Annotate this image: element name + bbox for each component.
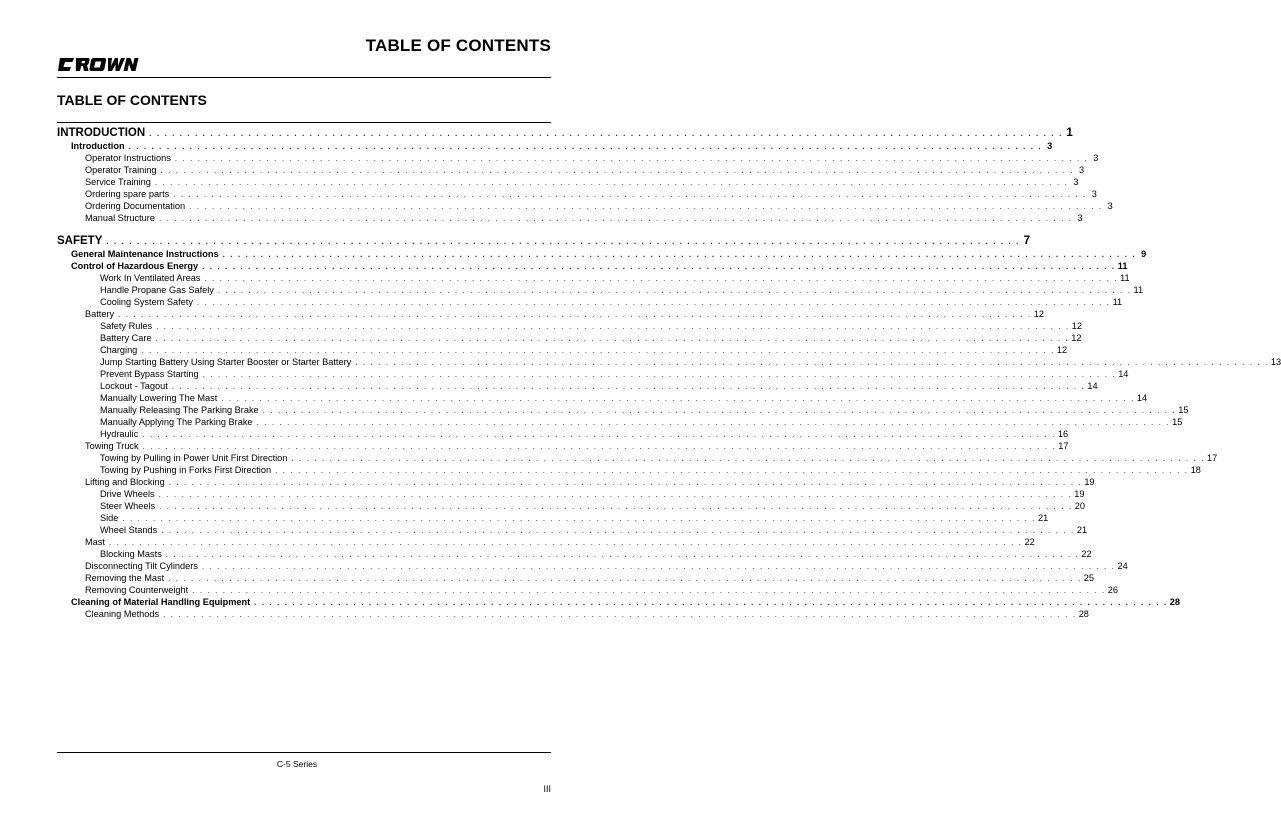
dot-leader: . . . . . . . . . . . . . . . . . . . . . . . . . . . . . . . . . . . . . . . . . . . . . . . . . . . . . . . . . . . . . . . . . . . . . . . . . . . . . . . . . . . . . . . . . . . . . . . . . . . . . . . . . . . . . . . . . . . . . . . . <box>192 586 1106 595</box>
toc-entry-title: Charging <box>100 345 138 355</box>
dot-leader: . . . . . . . . . . . . . . . . . . . . . . . . . . . . . . . . . . . . . . . . . . . . . . . . . . . . . . . . . . . . . . . . . . . . . . . . . . . . . . . . . . . . . . . . . . . . . . . . . . . . . . . . . . . . . . . . . . . . . . . . <box>159 502 1073 511</box>
dot-leader: . . . . . . . . . . . . . . . . . . . . . . . . . . . . . . . . . . . . . . . . . . . . . . . . . . . . . . . . . . . . . . . . . . . . . . . . . . . . . . . . . . . . . . . . . . . . . . . . . . . . . . . . . . . . . . . . . . . . . . . . <box>155 334 1070 343</box>
dot-leader: . . . . . . . . . . . . . . . . . . . . . . . . . . . . . . . . . . . . . . . . . . . . . . . . . . . . . . . . . . . . . . . . . . . . . . . . . . . . . . . . . . . . . . . . . . . . . . . . . . . . . . . . . . . . . . . . . . . . . . . . <box>108 538 1023 547</box>
toc-entry-title: Manually Lowering The Mast <box>100 393 218 403</box>
dot-leader: . . . . . . . . . . . . . . . . . . . . . . . . . . . . . . . . . . . . . . . . . . . . . . . . . . . . . . . . . . . . . . . . . . . . . . . . . . . . . . . . . . . . . . . . . . . . . . . . . . . . . . . . . . . . . . . . . . . . . . . . <box>204 274 1119 283</box>
toc-entry[interactable] <box>57 596 1181 608</box>
toc-entry-page: 7 <box>1023 235 1030 247</box>
toc-entry-title: Blocking Masts <box>100 549 162 559</box>
toc-entry-page: 12 <box>1071 333 1082 343</box>
toc-entry-title: Removing the Mast <box>85 573 165 583</box>
dot-leader: . . . . . . . . . . . . . . . . . . . . . . . . . . . . . . . . . . . . . . . . . . . . . . . . . . . . . . . . . . . . . . . . . . . . . . . . . . . . . . . . . . . . . . . . . . . . . . . . . . . . . . . . . . . . . . . . . . . . . . . . <box>118 310 1032 319</box>
toc-entry-title: Lockout - Tagout <box>100 381 168 391</box>
toc-entry[interactable] <box>57 234 1030 248</box>
footer-series: C-5 Series <box>276 759 318 769</box>
toc-entry-page: 19 <box>1084 477 1095 487</box>
toc-entry-title: Work In Ventilated Areas <box>100 273 201 283</box>
toc-entry[interactable] <box>57 308 1044 320</box>
toc-entry[interactable] <box>57 536 1035 548</box>
toc-entry-title: Battery Care <box>100 333 152 343</box>
toc-entry[interactable] <box>57 440 1069 452</box>
toc-entry[interactable] <box>57 428 1069 440</box>
toc-entry-title: Introduction <box>71 141 125 151</box>
toc-entry-title: Prevent Bypass Starting <box>100 369 199 379</box>
toc-entry-title: Cooling System Safety <box>100 297 193 307</box>
dot-leader: . . . . . . . . . . . . . . . . . . . . . . . . . . . . . . . . . . . . . . . . . . . . . . . . . . . . . . . . . . . . . . . . . . . . . . . . . . . . . . . . . . . . . . . . . . . . . . . . . . . . . . . . . . . . . . . . . . . . . . . . <box>275 466 1189 475</box>
toc-entry[interactable] <box>57 404 1189 416</box>
dot-leader: . . . . . . . . . . . . . . . . . . . . . . . . . . . . . . . . . . . . . . . . . . . . . . . . . . . . . . . . . . . . . . . . . . . . . . . . . . . . . . . . . . . . . . . . . . . . . . . . . . . . . . . . . . . . . . . . . . . . . . . . <box>355 358 1269 367</box>
toc-entry-page: 14 <box>1136 393 1148 403</box>
toc-entry[interactable] <box>57 464 1201 476</box>
toc-entry-title: Towing by Pulling in Power Unit First Direction <box>100 453 288 463</box>
toc-entry[interactable] <box>57 488 1085 500</box>
dot-leader: . . . . . . . . . . . . . . . . . . . . . . . . . . . . . . . . . . . . . . . . . . . . . . . . . . . . . . . . . . . . . . . . . . . . . . . . . . . . . . . . . . . . . . . . . . . . . . . . . . . . . . . . . . . . . . . . . . . . . . . . <box>221 394 1135 403</box>
toc-entry[interactable] <box>57 188 1097 200</box>
toc-entry-page: 15 <box>1172 417 1183 427</box>
toc-entry-title: General Maintenance Instructions <box>71 249 219 259</box>
toc-entry[interactable] <box>57 296 1123 308</box>
toc-entry-title: Operator Training <box>85 165 157 175</box>
dot-leader: . . . . . . . . . . . . . . . . . . . . . . . . . . . . . . . . . . . . . . . . . . . . . . . . . . . . . . . . . . . . . . . . . . . . . . . . . . . . . . . . . . . . . . . . . . . . . . . . . . . . . . . . . . . . . . . . . . . . . . . . <box>174 154 1089 163</box>
dot-leader: . . . . . . . . . . . . . . . . . . . . . . . . . . . . . . . . . . . . . . . . . . . . . . . . . . . . . . . . . . . . . . . . . . . . . . . . . . . . . . . . . . . . . . . . . . . . . . . . . . . . . . . . . . . . . . . . . . . . . . . . <box>217 286 1132 295</box>
toc-entry-page: 1 <box>1066 127 1073 139</box>
toc-entry-page: 22 <box>1024 537 1035 547</box>
header-rule <box>57 77 551 78</box>
dot-leader: . . . . . . . . . . . . . . . . . . . . . . . . . . . . . . . . . . . . . . . . . . . . . . . . . . . . . . . . . . . . . . . . . . . . . . . . . . . . . . . . . . . . . . . . . . . . . . . . . . . . . . . . . . . . . . . . . . . . . . . . <box>161 526 1075 535</box>
dot-leader: . . . . . . . . . . . . . . . . . . . . . . . . . . . . . . . . . . . . . . . . . . . . . . . . . . . . . . . . . . . . . . . . . . . . . . . . . . . . . . . . . . . . . . . . . . . . . . . . . . . . . . . . . . . . . . . . . . . . . . . . <box>256 418 1171 427</box>
toc-entry-page: 3 <box>1093 153 1099 163</box>
toc-entry[interactable] <box>57 200 1113 212</box>
toc-entry-page: 3 <box>1047 141 1053 151</box>
toc-entry-page: 20 <box>1074 501 1086 511</box>
toc-entry-page: 9 <box>1141 249 1147 259</box>
dot-leader: . . . . . . . . . . . . . . . . . . . . . . . . . . . . . . . . . . . . . . . . . . . . . . . . . . . . . . . . . . . . . . . . . . . . . . . . . . . . . . . . . . . . . . . . . . . . . . . . . . . . . . . . . . . . . . . . . . . . . . . . <box>156 322 1070 331</box>
dot-leader: . . . . . . . . . . . . . . . . . . . . . . . . . . . . . . . . . . . . . . . . . . . . . . . . . . . . . . . . . . . . . . . . . . . . . . . . . . . . . . . . . . . . . . . . . . . . . . . . . . . . . . . . . . . . . . . . . . . . . . . . <box>122 514 1037 523</box>
header-title: TABLE OF CONTENTS <box>365 36 551 55</box>
dot-leader: . . . . . . . . . . . . . . . . . . . . . . . . . . . . . . . . . . . . . . . . . . . . . . . . . . . . . . . . . . . . . . . . . . . . . . . . . . . . . . . . . . . . . . . . . . . . . . . . . . . . . . . . . . . . . . . . . . . . . . . . <box>158 214 1073 223</box>
toc-entry-page: 19 <box>1074 489 1085 499</box>
toc-entry-title: Manually Applying The Parking Brake <box>100 417 253 427</box>
toc-entry-title: INTRODUCTION <box>57 127 146 139</box>
toc-entry-page: 3 <box>1079 165 1085 175</box>
toc-entry-title: Handle Propane Gas Safely <box>100 285 214 295</box>
toc-entry[interactable] <box>57 392 1148 404</box>
toc-entry-title: Wheel Stands <box>100 525 158 535</box>
toc-entry-page: 24 <box>1117 561 1128 571</box>
toc-entry-page: 25 <box>1083 573 1095 583</box>
toc-entry[interactable] <box>57 126 1073 140</box>
dot-leader: . . . . . . . . . . . . . . . . . . . . . . . . . . . . . . . . . . . . . . . . . . . . . . . . . . . . . . . . . . . . . . . . . . . . . . . . . . . . . . . . . . . . . . . . . . . . . . . . . . . . . . . . . . . . . . . . . . . . . . . . <box>202 262 1116 271</box>
toc-entry-page: 28 <box>1169 597 1181 607</box>
toc-entry-page: 3 <box>1107 201 1113 211</box>
dot-leader: . . . . . . . . . . . . . . . . . . . . . . . . . . . . . . . . . . . . . . . . . . . . . . . . . . . . . . . . . . . . . . . . . . . . . . . . . . . . . . . . . . . . . . . . . . . . . . . . . . . . . . . . . . . . . . . . . . . . . . . . <box>291 454 1206 463</box>
dot-leader: . . . . . . . . . . . . . . . . . . . . . . . . . . . . . . . . . . . . . . . . . . . . . . . . . . . . . . . . . . . . . . . . . . . . . . . . . . . . . . . . . . . . . . . . . . . . . . . . . . . . . . . . . . . . . . . . . . . . . . . . <box>189 202 1103 211</box>
toc-list <box>57 125 1281 620</box>
dot-leader: . . . . . . . . . . . . . . . . . . . . . . . . . . . . . . . . . . . . . . . . . . . . . . . . . . . . . . . . . . . . . . . . . . . . . . . . . . . . . . . . . . . . . . . . . . . . . . . . . . . . . . . . . . . . . . . . . . . . . . . . <box>142 430 1056 439</box>
toc-entry-page: 11 <box>1117 261 1128 271</box>
toc-entry-page: 21 <box>1076 525 1088 535</box>
toc-entry[interactable] <box>57 272 1130 284</box>
toc-entry-page: 3 <box>1073 177 1079 187</box>
toc-entry-page: 11 <box>1120 273 1130 283</box>
page-number: III <box>543 784 551 794</box>
toc-entry[interactable] <box>57 560 1128 572</box>
toc-entry-title: SAFETY <box>57 235 103 247</box>
toc-entry[interactable] <box>57 284 1144 296</box>
dot-leader: . . . . . . . . . . . . . . . . . . . . . . . . . . . . . . . . . . . . . . . . . . . . . . . . . . . . . . . . . . . . . . . . . . . . . . . . . . . . . . . . . . . . . . . . . . . . . . . . . . . . . . . . . . . . . . . . . . . . . . . . <box>154 178 1069 187</box>
dot-leader: . . . . . . . . . . . . . . . . . . . . . . . . . . . . . . . . . . . . . . . . . . . . . . . . . . . . . . . . . . . . . . . . . . . . . . . . . . . . . . . . . . . . . . . . . . . . . . . . . . . . . . . . . . . . . . . . . . . . . . . . <box>254 598 1168 607</box>
toc-entry[interactable] <box>57 380 1098 392</box>
toc-entry-page: 11 <box>1133 285 1144 295</box>
dot-leader: . . . . . . . . . . . . . . . . . . . . . . . . . . . . . . . . . . . . . . . . . . . . . . . . . . . . . . . . . . . . . . . . . . . . . . . . . . . . . . . . . . . . . . . . . . . . . . . . . . . . . . . . . . . . . . . . . . . . . . . . <box>196 298 1111 307</box>
page-title: TABLE OF CONTENTS <box>57 92 207 108</box>
toc-entry-title: Cleaning Methods <box>85 609 160 619</box>
toc-entry-title: Battery <box>85 309 115 319</box>
toc-entry[interactable] <box>57 212 1083 224</box>
toc-entry[interactable] <box>57 356 1281 368</box>
toc-entry-title: Safety Rules <box>100 321 153 331</box>
toc-entry-page: 13 <box>1270 357 1281 367</box>
toc-entry-page: 14 <box>1087 381 1098 391</box>
toc-entry[interactable] <box>57 260 1128 272</box>
toc-entry-page: 26 <box>1107 585 1119 595</box>
dot-leader: . . . . . . . . . . . . . . . . . . . . . . . . . . . . . . . . . . . . . . . . . . . . . . . . . . . . . . . . . . . . . . . . . . . . . . . . . . . . . . . . . . . . . . . . . . . . . . . . . . . . . . . . . . . . . . . . . . . . . . . . <box>173 190 1087 199</box>
toc-entry-page: 12 <box>1033 309 1044 319</box>
dot-leader: . . . . . . . . . . . . . . . . . . . . . . . . . . . . . . . . . . . . . . . . . . . . . . . . . . . . . . . . . . . . . . . . . . . . . . . . . . . . . . . . . . . . . . . . . . . . . . . . . . . . . . . . . . . . . . . . . . . . . . . . <box>201 562 1116 571</box>
toc-entry-page: 3 <box>1091 189 1097 199</box>
toc-entry-title: Cleaning of Material Handling Equipment <box>71 597 251 607</box>
dot-leader: . . . . . . . . . . . . . . . . . . . . . . . . . . . . . . . . . . . . . . . . . . . . . . . . . . . . . . . . . . . . . . . . . . . . . . . . . . . . . . . . . . . . . . . . . . . . . . . . . . . . . . . . . . . . . . . . . . . . . . . . <box>158 490 1073 499</box>
toc-entry-page: 17 <box>1058 441 1069 451</box>
toc-entry-title: Hydraulic <box>100 429 139 439</box>
toc-entry[interactable] <box>57 248 1147 260</box>
toc-entry[interactable] <box>57 164 1085 176</box>
toc-entry[interactable] <box>57 140 1053 152</box>
toc-entry[interactable] <box>57 524 1088 536</box>
toc-entry[interactable] <box>57 512 1049 524</box>
toc-entry-page: 11 <box>1112 297 1123 307</box>
toc-entry-title: Towing Truck <box>85 441 139 451</box>
dot-leader: . . . . . . . . . . . . . . . . . . . . . . . . . . . . . . . . . . . . . . . . . . . . . . . . . . . . . . . . . . . . . . . . . . . . . . . . . . . . . . . . . . . . . . . . . . . . . . . . . . . . . . . . . . . . . . . . . . . . . . . . <box>163 610 1077 619</box>
dot-leader: . . . . . . . . . . . . . . . . . . . . . . . . . . . . . . . . . . . . . . . . . . . . . . . . . . . . . . . . . . . . . . . . . . . . . . . . . . . . . . . . . . . . . . . . . . . . . . . . . . . . . . . . . . . . . . . . . . . . . . . . <box>106 237 1020 246</box>
toc-entry-title: Side <box>100 513 119 523</box>
toc-entry-page: 12 <box>1071 321 1082 331</box>
toc-entry-title: Jump Starting Battery Using Starter Booster or Starter Battery <box>100 357 352 367</box>
toc-entry-title: Control of Hazardous Energy <box>71 261 199 271</box>
toc-entry-page: 12 <box>1056 345 1068 355</box>
toc-entry-page: 3 <box>1077 213 1083 223</box>
toc-entry-page: 17 <box>1207 453 1218 463</box>
toc-entry[interactable] <box>57 416 1183 428</box>
toc-entry[interactable] <box>57 332 1082 344</box>
toc-entry-page: 21 <box>1038 513 1049 523</box>
dot-leader: . . . . . . . . . . . . . . . . . . . . . . . . . . . . . . . . . . . . . . . . . . . . . . . . . . . . . . . . . . . . . . . . . . . . . . . . . . . . . . . . . . . . . . . . . . . . . . . . . . . . . . . . . . . . . . . . . . . . . . . . <box>141 346 1055 355</box>
toc-entry-page: 16 <box>1057 429 1069 439</box>
toc-entry-title: Ordering spare parts <box>85 189 170 199</box>
toc-entry[interactable] <box>57 608 1089 620</box>
toc-entry-title: Operator Instructions <box>85 153 171 163</box>
dot-leader: . . . . . . . . . . . . . . . . . . . . . . . . . . . . . . . . . . . . . . . . . . . . . . . . . . . . . . . . . . . . . . . . . . . . . . . . . . . . . . . . . . . . . . . . . . . . . . . . . . . . . . . . . . . . . . . . . . . . . . . . <box>128 142 1043 151</box>
crown-logo <box>57 54 139 74</box>
toc-entry[interactable] <box>57 452 1218 464</box>
toc-entry-title: Lifting and Blocking <box>85 477 165 487</box>
dot-leader: . . . . . . . . . . . . . . . . . . . . . . . . . . . . . . . . . . . . . . . . . . . . . . . . . . . . . . . . . . . . . . . . . . . . . . . . . . . . . . . . . . . . . . . . . . . . . . . . . . . . . . . . . . . . . . . . . . . . . . . . <box>160 166 1075 175</box>
toc-entry[interactable] <box>57 500 1086 512</box>
dot-leader: . . . . . . . . . . . . . . . . . . . . . . . . . . . . . . . . . . . . . . . . . . . . . . . . . . . . . . . . . . . . . . . . . . . . . . . . . . . . . . . . . . . . . . . . . . . . . . . . . . . . . . . . . . . . . . . . . . . . . . . . <box>171 382 1086 391</box>
dot-leader: . . . . . . . . . . . . . . . . . . . . . . . . . . . . . . . . . . . . . . . . . . . . . . . . . . . . . . . . . . . . . . . . . . . . . . . . . . . . . . . . . . . . . . . . . . . . . . . . . . . . . . . . . . . . . . . . . . . . . . . . <box>165 550 1080 559</box>
toc-entry[interactable] <box>57 320 1082 332</box>
toc-entry[interactable] <box>57 152 1099 164</box>
toc-entry-page: 15 <box>1178 405 1189 415</box>
dot-leader: . . . . . . . . . . . . . . . . . . . . . . . . . . . . . . . . . . . . . . . . . . . . . . . . . . . . . . . . . . . . . . . . . . . . . . . . . . . . . . . . . . . . . . . . . . . . . . . . . . . . . . . . . . . . . . . . . . . . . . . . <box>168 478 1083 487</box>
toc-entry-title: Disconnecting Tilt Cylinders <box>85 561 198 571</box>
toc-entry-page: 14 <box>1118 369 1129 379</box>
toc-entry[interactable] <box>57 368 1129 380</box>
toc-entry-page: 22 <box>1081 549 1092 559</box>
toc-entry-page: 28 <box>1078 609 1089 619</box>
toc-entry-title: Manual Structure <box>85 213 155 223</box>
toc-entry-title: Drive Wheels <box>100 489 155 499</box>
toc-entry-title: Steer Wheels <box>100 501 156 511</box>
toc-entry[interactable] <box>57 476 1095 488</box>
dot-leader: . . . . . . . . . . . . . . . . . . . . . . . . . . . . . . . . . . . . . . . . . . . . . . . . . . . . . . . . . . . . . . . . . . . . . . . . . . . . . . . . . . . . . . . . . . . . . . . . . . . . . . . . . . . . . . . . . . . . . . . . <box>142 442 1057 451</box>
toc-entry[interactable] <box>57 548 1092 560</box>
toc-entry-title: Ordering Documentation <box>85 201 186 211</box>
dot-leader: . . . . . . . . . . . . . . . . . . . . . . . . . . . . . . . . . . . . . . . . . . . . . . . . . . . . . . . . . . . . . . . . . . . . . . . . . . . . . . . . . . . . . . . . . . . . . . . . . . . . . . . . . . . . . . . . . . . . . . . . <box>168 574 1082 583</box>
toc-entry-title: Towing by Pushing in Forks First Direction <box>100 465 272 475</box>
dot-leader: . . . . . . . . . . . . . . . . . . . . . . . . . . . . . . . . . . . . . . . . . . . . . . . . . . . . . . . . . . . . . . . . . . . . . . . . . . . . . . . . . . . . . . . . . . . . . . . . . . . . . . . . . . . . . . . . . . . . . . . . <box>149 129 1063 138</box>
footer-rule <box>57 752 551 753</box>
crown-logo-mark <box>57 54 139 74</box>
toc-entry-title: Removing Counterweight <box>85 585 189 595</box>
toc-entry-title: Manually Releasing The Parking Brake <box>100 405 259 415</box>
toc-entry-title: Mast <box>85 537 105 547</box>
toc-rule <box>57 122 551 123</box>
toc-entry[interactable] <box>57 572 1095 584</box>
toc-entry-page: 18 <box>1190 465 1201 475</box>
toc-entry[interactable] <box>57 584 1119 596</box>
dot-leader: . . . . . . . . . . . . . . . . . . . . . . . . . . . . . . . . . . . . . . . . . . . . . . . . . . . . . . . . . . . . . . . . . . . . . . . . . . . . . . . . . . . . . . . . . . . . . . . . . . . . . . . . . . . . . . . . . . . . . . . . <box>222 250 1137 259</box>
toc-entry[interactable] <box>57 344 1068 356</box>
dot-leader: . . . . . . . . . . . . . . . . . . . . . . . . . . . . . . . . . . . . . . . . . . . . . . . . . . . . . . . . . . . . . . . . . . . . . . . . . . . . . . . . . . . . . . . . . . . . . . . . . . . . . . . . . . . . . . . . . . . . . . . . <box>262 406 1177 415</box>
toc-entry-title: Service Training <box>85 177 151 187</box>
dot-leader: . . . . . . . . . . . . . . . . . . . . . . . . . . . . . . . . . . . . . . . . . . . . . . . . . . . . . . . . . . . . . . . . . . . . . . . . . . . . . . . . . . . . . . . . . . . . . . . . . . . . . . . . . . . . . . . . . . . . . . . . <box>202 370 1117 379</box>
toc-entry[interactable] <box>57 176 1079 188</box>
